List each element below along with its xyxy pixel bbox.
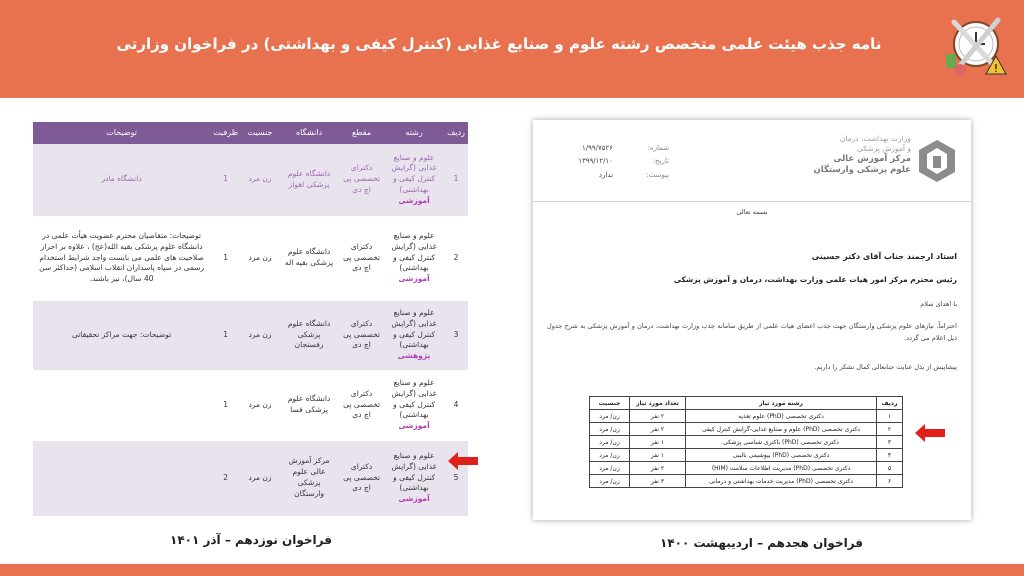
- capacity-cell: 1: [210, 216, 241, 300]
- capacity-cell: 1: [210, 370, 241, 440]
- field-cell: دکتری تخصصی (PhD) مدیریت اطلاعات سلامت (HIM): [686, 462, 877, 475]
- svg-text:!: !: [993, 62, 999, 75]
- table-row: [590, 449, 903, 462]
- highlight-arrow-icon: [448, 452, 478, 470]
- letter-body: احتراماً، نیازهای علوم پزشکی وارستگان جهت جذب اعضای هیات علمی از طریق سامانه جذب وزارت بهداشت، درمان و آموزش پزشکی به شرح جدول ذیل اعلام می گردد.: [547, 322, 957, 343]
- description-cell: [33, 370, 210, 440]
- letter-meta: [553, 142, 669, 182]
- university-emblem-icon: [917, 138, 957, 184]
- field-cell: [384, 440, 444, 516]
- row-number: 4: [444, 370, 468, 440]
- gender-cell: زن مرد: [241, 216, 279, 300]
- official-letter: [533, 120, 971, 520]
- row-number: ۵: [877, 462, 903, 475]
- col-header: رشته مورد نیاز: [686, 397, 877, 410]
- count-cell: ۳ نفر: [630, 475, 686, 488]
- date-label: تاریخ:: [652, 157, 669, 166]
- caption-left: فراخوان نوزدهم – آذر ۱۴۰۱: [170, 533, 332, 547]
- capacity-cell: 1: [210, 144, 241, 216]
- table-row: [590, 423, 903, 436]
- col-header: مقطع: [339, 122, 384, 144]
- row-number: 1: [444, 144, 468, 216]
- ministry-line: مرکز آموزش عالی: [833, 153, 911, 164]
- field-cell: دکتری تخصصی (PhD) علوم تغذیه: [686, 410, 877, 423]
- field-cell: دکتری تخصصی (PhD) مدیریت خدمات بهداشتی و درمانی: [686, 475, 877, 488]
- row-number: ۳: [877, 436, 903, 449]
- needs-header-row: [590, 397, 903, 410]
- highlight-arrow-icon: [915, 424, 945, 442]
- row-number: ۶: [877, 475, 903, 488]
- count-cell: ۲ نفر: [630, 410, 686, 423]
- field-name: علوم و صنایع غذایی (گرایش کنترل کیفی و بهداشتی): [391, 307, 437, 350]
- col-header: دانشگاه: [279, 122, 339, 144]
- attachment-label: پیوست:: [646, 170, 669, 179]
- field-type: آموزشی: [398, 196, 430, 206]
- count-cell: ۲ نفر: [630, 462, 686, 475]
- ministry-line: و آموزش پزشکی: [856, 143, 911, 153]
- university-cell: مرکز آموزش عالی علوم پزشکی وارستگان: [279, 440, 339, 516]
- field-type: آموزشی: [398, 274, 430, 284]
- gender-cell: زن/ مرد: [590, 462, 630, 475]
- col-header: ردیف: [877, 397, 903, 410]
- count-cell: ۱ نفر: [630, 449, 686, 462]
- gender-cell: زن مرد: [241, 144, 279, 216]
- gender-cell: زن مرد: [241, 370, 279, 440]
- field-cell: دکتری تخصصی (PhD) بیوشیمی بالینی: [686, 449, 877, 462]
- recruitment-table: [33, 122, 468, 517]
- field-cell: [384, 144, 444, 216]
- field-name: علوم و صنایع غذایی (گرایش کنترل کیفی و بهداشتی): [391, 377, 437, 420]
- row-number: ۱: [877, 410, 903, 423]
- attachment-value: ندارد: [598, 170, 613, 179]
- field-name: علوم و صنایع غذایی (گرایش کنترل کیفی و بهداشتی): [391, 450, 437, 493]
- table-row: [33, 216, 468, 300]
- salutation: بسمه تعالی: [736, 208, 768, 216]
- table-row: [33, 144, 468, 216]
- table-row: [33, 440, 468, 516]
- row-number: ۴: [877, 449, 903, 462]
- row-number: 3: [444, 300, 468, 370]
- addressee-title: رئیس محترم مرکز امور هیات علمی وزارت بهداشت، درمان و آموزش پزشکی: [673, 275, 957, 284]
- gender-cell: زن/ مرد: [590, 449, 630, 462]
- field-type: آموزشی: [398, 494, 430, 504]
- degree-cell: دکترای تخصصی پی اچ دی: [339, 300, 384, 370]
- table-row: [33, 300, 468, 370]
- caption-right: فراخوان هجدهم – اردیبهشت ۱۴۰۰: [660, 536, 864, 550]
- degree-cell: دکترای تخصصی پی اچ دی: [339, 216, 384, 300]
- letter-header: [533, 120, 971, 202]
- food-safety-logo-icon: [940, 10, 1010, 80]
- field-name: علوم و صنایع غذایی (گرایش کنترل کیفی و بهداشتی): [391, 152, 437, 195]
- table-row: [33, 370, 468, 440]
- field-cell: دکتری تخصصی (PhD) باکتری شناسی پزشکی: [686, 436, 877, 449]
- needs-table: [589, 396, 903, 488]
- description-cell: توضیحات: جهت مراکز تحقیقاتی: [33, 300, 210, 370]
- date-value: ۱۳۹۹/۱۲/۱۰: [578, 157, 613, 166]
- description-cell: دانشگاه مادر: [33, 144, 210, 216]
- field-type: آموزشی: [398, 421, 430, 431]
- recruitment-table-panel: [33, 122, 468, 522]
- ministry-line: وزارت بهداشت، درمان: [839, 134, 911, 143]
- gender-cell: زن/ مرد: [590, 436, 630, 449]
- degree-cell: دکترای تخصصی پی اچ دی: [339, 440, 384, 516]
- field-cell: [384, 216, 444, 300]
- university-cell: دانشگاه علوم پزشکی فسا: [279, 370, 339, 440]
- ministry-line: علوم پزشکی وارستگان: [813, 164, 911, 175]
- count-cell: ۱ نفر: [630, 436, 686, 449]
- field-cell: [384, 300, 444, 370]
- col-header: توضیحات: [33, 122, 210, 144]
- col-header: تعداد مورد نیاز: [630, 397, 686, 410]
- field-type: پژوهشی: [397, 351, 431, 361]
- field-name: علوم و صنایع غذایی (گرایش کنترل کیفی و بهداشتی): [391, 230, 437, 273]
- page-title: نامه جذب هیئت علمی متخصص رشته علوم و صنایع غذایی (کنترل کیفی و بهداشتی) در فراخوان وزارتی: [116, 35, 882, 53]
- number-label: شماره:: [647, 144, 669, 152]
- addressee: استاد ارجمند جناب آقای دکتر حسینی: [811, 252, 957, 261]
- gender-cell: زن مرد: [241, 300, 279, 370]
- degree-cell: دکترای تخصصی پی اچ دی: [339, 370, 384, 440]
- table-header-row: [33, 122, 468, 144]
- header-bar: [0, 0, 1024, 98]
- gender-cell: زن/ مرد: [590, 475, 630, 488]
- description-cell: [33, 440, 210, 516]
- col-header: جنسیت: [590, 397, 630, 410]
- university-cell: دانشگاه علوم پزشکی بقیه اله: [279, 216, 339, 300]
- row-number: 2: [444, 216, 468, 300]
- col-header: رشته: [384, 122, 444, 144]
- degree-cell: دکترای تخصصی پی اچ دی: [339, 144, 384, 216]
- table-row: [590, 436, 903, 449]
- gender-cell: زن/ مرد: [590, 423, 630, 436]
- ministry-name: [791, 134, 911, 176]
- table-row: [590, 462, 903, 475]
- university-cell: دانشگاه علوم پزشکی رفسنجان: [279, 300, 339, 370]
- greeting: با اهدای سلام: [920, 300, 957, 308]
- count-cell: ۲ نفر: [630, 423, 686, 436]
- col-header: جنسیت: [241, 122, 279, 144]
- number-value: ۱/۹۹/۷۵۲۶: [581, 144, 613, 152]
- description-cell: توضیحات: متقاضیان محترم عضویت هیأت علمی در دانشگاه علوم پزشکی بقیه الله(عج) ، علاوه بر احراز صلاحیت های علمی می بایست واجد شرایط استخدام رسمی در سپاه پاسداران انقلاب اسلامی (حداکثر سن 40 سال)، نیز باشند.: [33, 216, 210, 300]
- row-number: 5: [444, 440, 468, 516]
- gender-cell: زن/ مرد: [590, 410, 630, 423]
- col-header: ظرفیت: [210, 122, 241, 144]
- col-header: ردیف: [444, 122, 468, 144]
- letter-thanks: پیشاپیش از بذل عنایت جنابعالی کمال تشکر را داریم.: [814, 363, 957, 371]
- field-cell: [384, 370, 444, 440]
- field-cell: دکتری تخصصی (PhD) علوم و صنایع غذایی-گرایش کنترل کیفی: [686, 423, 877, 436]
- table-row: [590, 410, 903, 423]
- gender-cell: زن مرد: [241, 440, 279, 516]
- university-cell: دانشگاه علوم پزشکی اهواز: [279, 144, 339, 216]
- table-row: [590, 475, 903, 488]
- capacity-cell: 2: [210, 440, 241, 516]
- row-number: ۲: [877, 423, 903, 436]
- footer-bar: [0, 564, 1024, 576]
- capacity-cell: 1: [210, 300, 241, 370]
